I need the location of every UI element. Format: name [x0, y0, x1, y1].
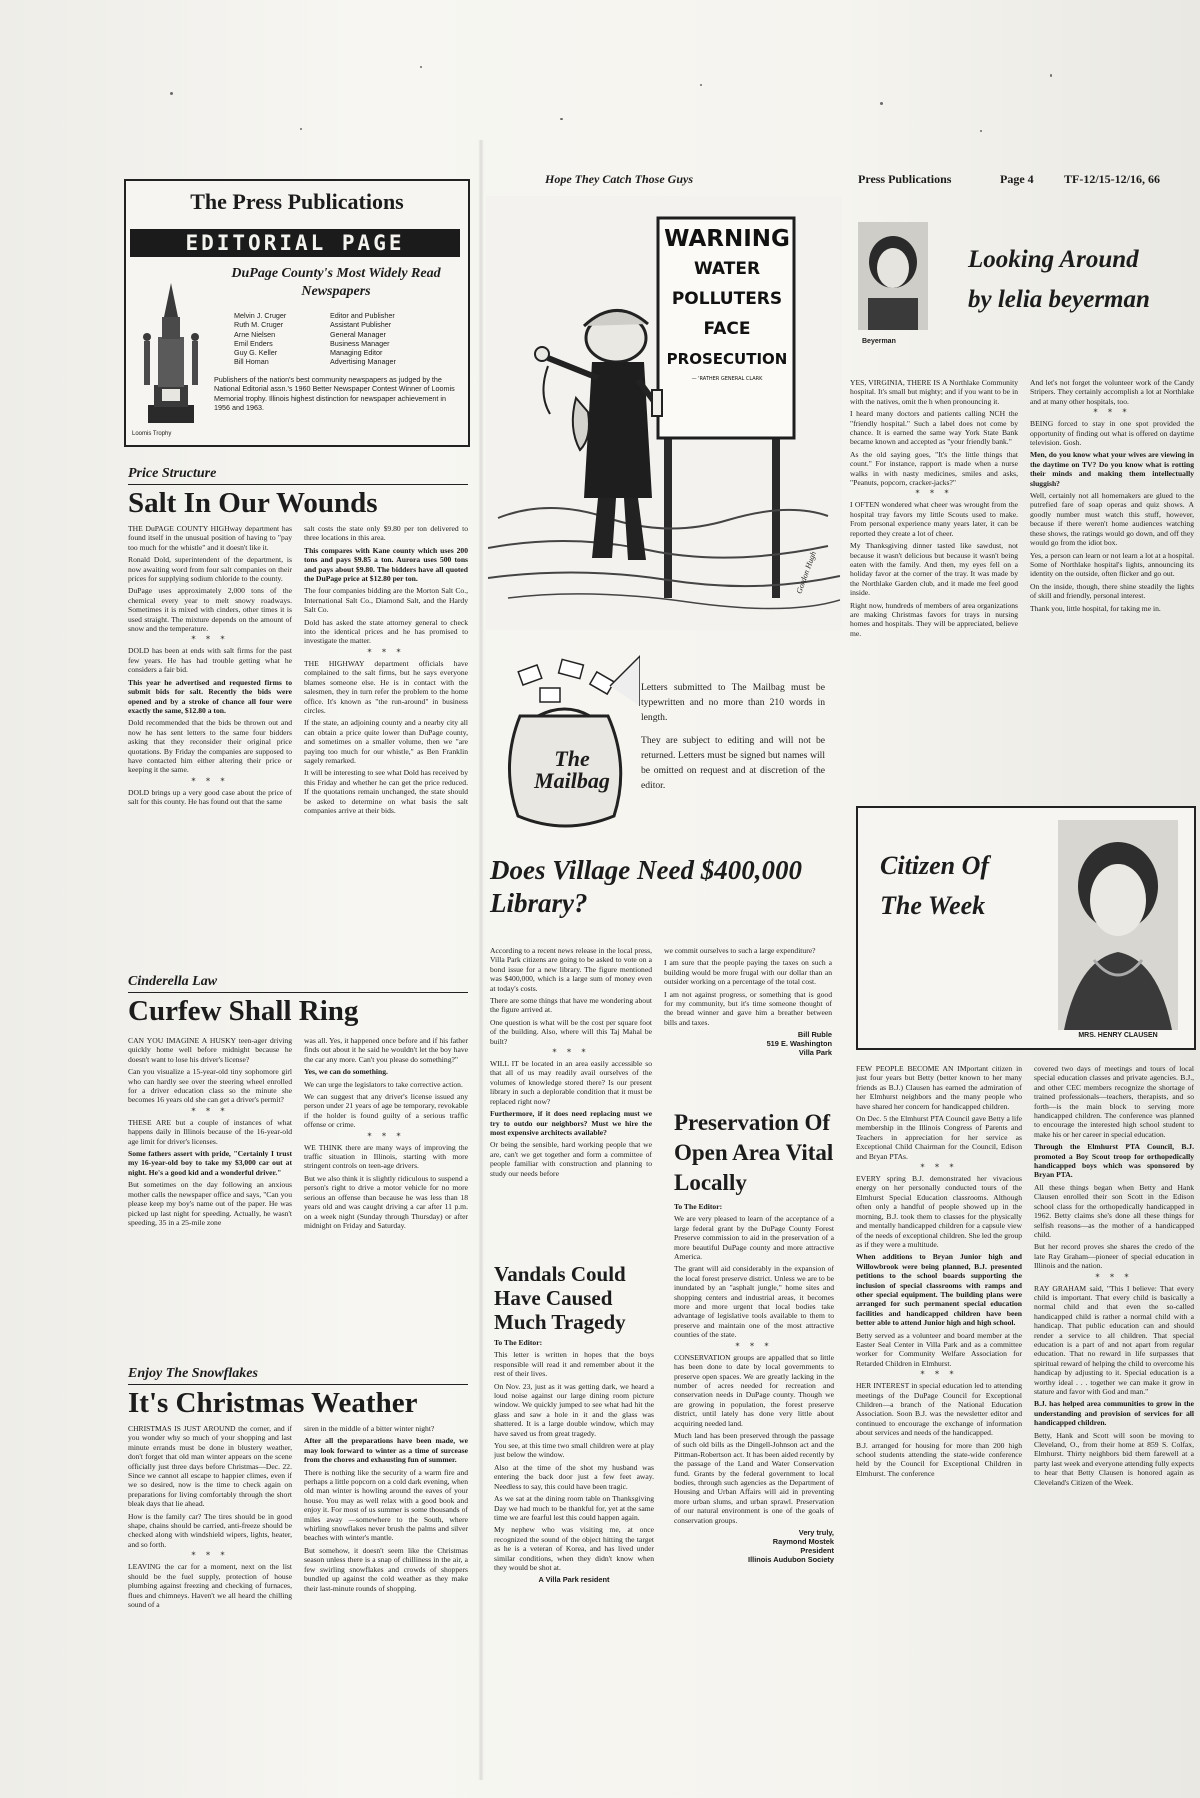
paragraph: If the state, an adjoining county and a nearby city all can obtain a price quite lower than DuPage county, and sometimes on a smaller volume, then we "are paying too much for our whistle," as Ben Franklin sagely remarked. [304, 718, 468, 765]
paragraph: EVERY spring B.J. demonstrated her vivacious energy on her personally conducted tours of the Elmhurst Special Education classrooms. Although often only a handful of people showed up in the morning, B.J. took them to classes for the physically and mentally handicapped children for a capsule view of the needs of exceptional children. She led the group as if they were a multitude. [856, 1174, 1022, 1249]
paragraph: DuPage uses approximately 2,000 tons of the chemical every year to melt snowy roadways. Sometimes it is mixed with cinders, other times it is used straight. The mixture depends on the amount of snow and the temperature. [128, 586, 292, 634]
preservation-letter [674, 1108, 834, 1780]
kicker-rule [128, 484, 468, 485]
paragraph: CHRISTMAS IS JUST AROUND the corner, and if you wonder why so much of your shopping and last minute errands must be done in blustery weather, don't forget that old man winter appears on the scene officially just three days before Christmas—Dec. 22. Since we cannot all escape to happier climes, even if we so desired, now is the time to check again on preparations for living comfortably through the short bleak days that lie ahead. [128, 1424, 292, 1509]
paragraph: was all. Yes, it happened once before and if his father finds out about it he said he wouldn't let the boy have the car any more. Can't you please do something?" [304, 1036, 468, 1064]
publication-name: Press Publications [858, 172, 952, 186]
separator-stars: * * * [191, 776, 229, 786]
paragraph: CONSERVATION groups are appalled that so little has been done to date by local governments to preserve open spaces. We are greatly lacking in the number of acres needed for recreation and conservation needs in DuPage county. Though we are growing in population, the forest preserve district, until lately has done very little about acquiring needed land. [674, 1352, 834, 1428]
paragraph: Ronald Dold, superintendent of the department, is now awaiting word from four salt companies on their prices for supplying sodium chloride to the county. [128, 555, 292, 584]
staff-row: Emil Enders Business Manager [234, 338, 390, 348]
paragraph: We are very pleased to learn of the acceptance of a large federal grant by the DuPage County Forest Preserve commission to aid in the preservation of a more beautiful DuPage county and more attractive America. [674, 1214, 834, 1262]
christmas-column-2 [304, 1424, 468, 1778]
citizen-photo-caption: MRS. HENRY CLAUSEN [1078, 1032, 1158, 1039]
masthead-tagline: DuPage County's Most Widely Read Newspapers [231, 266, 441, 299]
paragraph: And let's not forget the volunteer work of the Candy Stripers. They certainly accomplish a lot at Northlake and at many other hospitals, too. [1030, 378, 1194, 406]
separator-stars: * * * [191, 635, 229, 645]
print-speck [560, 118, 563, 120]
paragraph: There are some things that have me wondering about the figure arrived at. [490, 996, 652, 1015]
paragraph: All these things began when Betty and Hank Clausen enrolled their son Scott in the Edison school class for the orthopedically handicapped in 1962. Betty claims she's done all these things for selfish reasons—as the mother of a handicapped child. [1034, 1182, 1194, 1239]
paragraph: Dold has asked the state attorney general to check into the identical prices and he has promised to investigate the matter. [304, 617, 468, 646]
print-speck [420, 66, 422, 68]
bold-paragraph: B.J. has helped area communities to grow in the understanding and provision of services for all handicapped children. [1034, 1399, 1194, 1428]
paragraph: But her record proves she shares the credo of the late Ray Graham—pioneer of special education in Illinois and the nation. [1034, 1242, 1194, 1271]
warning-sign [662, 224, 792, 384]
paragraph: On Dec. 5 the Elmhurst PTA Council gave Betty a life membership in the Illinois Congress of Parents and Teachers in appreciation for her service as Exceptional Child Chairman for the Council, Edison and Bryan PTAs. [856, 1114, 1022, 1161]
paragraph: we commit ourselves to such a large expenditure? [664, 946, 816, 955]
paragraph: But somehow, it doesn't seem like the Christmas season unless there is a snap of chilliness in the air, a few swirling snowflakes and crowds of shoppers bundled up against the cold weather as they make their last-minute rounds of shopping. [304, 1545, 468, 1593]
mailbag-logo: The Mailbag [534, 746, 610, 793]
paragraph: This letter is written in hopes that the boys responsible will read it and remember about it the rest of their lives. [494, 1350, 654, 1379]
sign-line: WARNING [664, 226, 790, 252]
sign-line: WATER [693, 259, 761, 279]
paragraph: We can suggest that any driver's license issued any person under 21 years of age be temporary, revokable if the holder is found guilty of a serious traffic offense or crime. [304, 1092, 468, 1130]
bold-paragraph: Through the Elmhurst PTA Council, B.J. promoted a Boy Scout troop for orthopedically handicapped boys which was sponsored by Bryan PTA. [1034, 1142, 1194, 1180]
staff-row: Guy G. Keller Managing Editor [234, 348, 383, 358]
bold-paragraph: Some fathers assert with pride, "Certainly I trust my 16-year-old boy to take my $3,000 car out at night. He's a good kid and a wonderful driver." [128, 1149, 292, 1177]
print-speck [300, 128, 302, 130]
masthead [124, 179, 470, 447]
paragraph: As we sat at the dining room table on Thanksgiving Day we had much to be thankful for, yet at the same time we are fearful lest this could happen again. [494, 1494, 654, 1522]
curfew-column-2 [304, 1036, 468, 1336]
separator-stars: * * * [191, 1106, 229, 1116]
columnist-photo-caption: Beyerman [862, 338, 896, 345]
print-speck [880, 102, 883, 105]
page-fold [478, 140, 484, 1780]
paragraph: siren in the middle of a bitter winter night? [304, 1424, 435, 1433]
masthead-blurb: Publishers of the nation's best community newspapers as judged by the National Editorial assn.'s 1960 Better Newspaper Contest Winner of Loomis Memorial trophy. Illinois highest distinction for newspaper achievement in 1956 and 1963. [214, 375, 455, 413]
sign-small-text: — 'RATHER GENERAL CLARK [691, 376, 763, 382]
vandals-headline: Vandals Could Have Caused Much Tragedy [494, 1262, 626, 1334]
library-header [490, 854, 832, 920]
paragraph: But sometimes on the day following an anxious mother calls the newspaper office and says, "Can you please keep my boy's name out of the paper. He was picked up last night for speeding. Actually, he wasn't speeding, 35 in a 25-mile zone [128, 1180, 292, 1227]
bold-paragraph: Furthermore, if it does need replacing must we try to outdo our neighbors? Must we hire the most expensive architects available? [490, 1109, 652, 1137]
library-column-1 [490, 946, 652, 1242]
paragraph: Betty served as a volunteer and board member at the Easter Seal Center in Villa Park and as a committee worker for Community Welfare Association for Retarded Children in Elmhurst. [856, 1330, 1022, 1368]
sign-line: FACE [703, 319, 751, 339]
paragraph: Letters submitted to The Mailbag must be typewritten and no more than 210 words in length. [641, 682, 825, 723]
paragraph: Well, certainly not all homemakers are glued to the putrefied fare of soap operas and quiz shows. A goodly number must watch this stuff, however, because if there weren't home audiences watching these shows, the ratings would go down, and off they would go from the idiot box. [1030, 491, 1194, 548]
separator-stars: * * * [191, 1551, 229, 1561]
looking-around-column-1 [850, 378, 1018, 778]
looking-around-column-2 [1030, 378, 1194, 778]
separator-stars: * * * [367, 647, 405, 657]
bold-paragraph: After all the preparations have been made, we may look forward to winter as a time of surcease from the chores and exhausting fun of summer. [304, 1436, 468, 1465]
paragraph: WILL IT be located in an area easily accessible so that all of us may readily avail ourselves of the volumes of knowledge stored there? Is our present library in such a deplorable condition that it must be replaced right now? [490, 1059, 652, 1106]
citizen-of-week-box [856, 806, 1196, 1050]
paragraph: The four companies bidding are the Morton Salt Co., International Salt Co., Diamond Salt, and the Hardy Salt Co. [304, 586, 468, 615]
page-number: Page 4 [1000, 172, 1034, 186]
kicker-rule [128, 1384, 468, 1385]
separator-stars: * * * [920, 1370, 958, 1380]
bold-paragraph: Men, do you know what your wives are viewing in the daytime on TV? Do you know what is rotting their minds and making them intellectually sluggish? [1030, 450, 1194, 488]
citizen-column-1 [856, 1064, 1022, 1778]
staff-row: Arne Nielsen General Manager [234, 329, 386, 339]
library-column-2 [664, 946, 832, 1096]
separator-stars: * * * [552, 1048, 590, 1058]
salt-headline: Salt In Our Wounds [128, 487, 378, 519]
staff-row: Melvin J. Cruger Editor and Publisher [234, 311, 395, 320]
citizen-column-2 [1034, 1064, 1194, 1778]
bold-paragraph: When additions to Bryan Junior high and Willowbrook were being planned, B.J. presented petitions to the school boards supporting the inclusion of special classrooms with ramps and other special equipment. The building plans were arranged for such permanent special education facilities and handicapped children have been better able to attend Junior high and high school. [856, 1252, 1022, 1328]
letter-signature: A Villa Park resident [538, 1575, 610, 1585]
christmas-headline: It's Christmas Weather [128, 1387, 418, 1419]
paragraph: LEAVING the car for a moment, next on the list should be the fuel supply, protection of house plumbing against freezing and checking of furnaces, flues and chimneys. Haven't we all heard the chilling sound of a [128, 1562, 292, 1609]
mailbag-icon [490, 646, 640, 836]
paragraph: You see, at this time two small children were at play just below the window. [494, 1441, 654, 1460]
print-speck [700, 84, 702, 86]
paragraph: Dold recommended that the bids be thrown out and now he has sent letters to the same four bidders asking that they reconsider their original price quotations. By Friday the companies are supposed to have contacted him either altering their price or keeping it the same. [128, 718, 292, 775]
paragraph: Betty, Hank and Scott will soon be moving to Cleveland, O., from their home at 859 S. Colfax, Elmhurst. Thirty neighbors bid them farewell at a party last week and everyone attending fully expects to hear that Betty Clausen is honored again as Cleveland's Citizen of the Week. [1034, 1430, 1194, 1487]
separator-stars: * * * [915, 489, 953, 499]
curfew-kicker: Cinderella Law [128, 974, 218, 989]
paragraph: I heard many doctors and patients calling NCH the "friendly hospital." Such a label does not come by chance. It is earned the same way York State Bank became known and accepted as "your friendly bank." [850, 409, 1018, 447]
paragraph: I am sure that the people paying the taxes on such a building would be more frugal with our dollar than an outsider working on a percentage of the total cost. [664, 958, 832, 987]
paragraph: salt costs the state only $9.80 per ton delivered to three locations in this area. [304, 524, 468, 543]
paragraph: Or being the sensible, hard working people that we are, can't we get together and form a committee of people familiar with construction and planning to study our needs before [490, 1140, 652, 1178]
staff-row: Bill Homan Advertising Manager [234, 357, 396, 367]
trophy-icon [136, 277, 206, 427]
curfew-column-1 [128, 1036, 292, 1336]
salutation: To The Editor: [674, 1202, 723, 1211]
paragraph: Much land has been preserved through the passage of such old bills as the Dingell-Johnson act and the Pittman-Robertson act. It has been aided recently by the passage of the Land and Water Conservation fund. Grants by the federal government to local bodies, through such agencies as the Department of Housing and Urban Affairs will aid in preventing more urban slums, and urban sprawl. Preservation of our natural environment is one of the goals of conservation groups. [674, 1430, 834, 1525]
print-speck [980, 130, 982, 132]
paragraph: Yes, a person can learn or not learn a lot at a hospital. Some of Northlake hospital's lights, announcing its identity on the outside, often flicker and go out. [1030, 550, 1194, 579]
christmas-kicker: Enjoy The Snowflakes [128, 1366, 258, 1381]
sign-line: POLLUTERS [671, 289, 783, 309]
portrait-image [858, 222, 928, 330]
paragraph: We can urge the legislators to take corrective action. [304, 1079, 463, 1089]
preservation-headline: Preservation Of Open Area Vital Locally [674, 1110, 834, 1195]
sign-line: PROSECUTION [666, 350, 788, 368]
christmas-article-header [128, 1366, 468, 1424]
vandals-letter [494, 1262, 654, 1780]
print-speck [170, 92, 173, 95]
paragraph: Also at the time of the shot my husband was entering the back door just a few feet away. Needless to say, this could have been tragic. [494, 1462, 654, 1491]
trophy-caption: Loomis Trophy [132, 431, 172, 437]
masthead-title: The Press Publications [190, 189, 404, 214]
bold-paragraph: This compares with Kane county which uses 200 tons and pays $9.85 a ton. Aurora uses 500 tons and pays about $9.80. The bidders have all quoted the DuPage price at $12.80 per ton. [304, 545, 468, 584]
paragraph: On the inside, though, there shine steadily the lights of skill and friendly, personal interest. [1030, 581, 1194, 601]
print-speck [1050, 74, 1052, 77]
paragraph: BEING forced to stay in one spot provided the opportunity of finding out what is offered on daytime television. Gosh. [1030, 419, 1194, 448]
paragraph: YES, VIRGINIA, THERE IS A Northlake Community hospital. It's small but mighty; and if you want to be in with the natives, omit the h when pronouncing it. [850, 378, 1018, 406]
separator-stars: * * * [920, 1163, 958, 1173]
paragraph: DOLD has been at ends with salt firms for the past few years. He has had trouble getting what he considers a fair bid. [128, 646, 292, 675]
cartoon-caption: Hope They Catch Those Guys [545, 172, 693, 186]
salt-kicker: Price Structure [128, 466, 217, 481]
paragraph: Right now, hundreds of members of area organizations are making Christmas favors for trays in nursing homes and hospitals. They will be appreciated, believe me. [850, 600, 1018, 638]
paragraph: HER INTEREST in special education led to attending meetings of the DuPage Council for Exceptional Children—a branch of the National Education Association. Soon B.J. was the newsletter editor and continued to encourage the exchange of information about services and needs of the handicapped. [856, 1381, 1022, 1438]
editorial-cartoon [486, 196, 842, 630]
separator-stars: * * * [1093, 408, 1131, 418]
paragraph: There is nothing like the security of a warm fire and perhaps a little popcorn on a cold dark evening, when old man winter is howling around the eaves of your house. You may as well relax with a good book and enjoy it. For most of us summer is some thousands of miles away —somewhere to the South, where whirling snowflakes never brush the palms and silver beaches with winter's mantle. [304, 1467, 468, 1543]
christmas-column-1 [128, 1424, 292, 1778]
staff-row: Ruth M. Cruger Assistant Publisher [234, 320, 392, 330]
paragraph: THESE ARE but a couple of instances of what happens daily in Illinois because of the 16-year-old age limit for driver's licenses. [128, 1117, 292, 1146]
library-headline: Does Village Need $400,000 Library? [490, 855, 802, 918]
paragraph: I OFTEN wondered what cheer was wrought from the hospital tray favors my little Scouts used to make. From personal experience many years later, it can be reported they create a lot of cheer. [850, 500, 1018, 538]
paragraph: According to a recent news release in the local press, Villa Park citizens are going to be asked to vote on a bond issue for a new library. The figure mentioned was $400,000, which is a large sum of money even at today's costs. [490, 946, 652, 993]
paragraph: How is the family car? The tires should be in good shape, chains should be carried, anti-freeze should be checked along with windshield wipers, lights, heater, and so forth. [128, 1511, 292, 1549]
salt-article-header [128, 466, 468, 524]
columnist-photo [858, 222, 928, 330]
bold-paragraph: This year he advertised and requested firms to submit bids for salt. Recently the bids were opened and by a stroke of chance all four were exactly the same, $12.80 a ton. [128, 677, 292, 715]
paragraph: My nephew who was visiting me, at once recognized the sound of the object hitting the target as he is a veteran of Korea, and has lived under similar conditions, when they didn't know when they would be shot at. [494, 1525, 654, 1572]
separator-stars: * * * [367, 1131, 405, 1141]
paragraph: But we also think it is slightly ridiculous to suspend a person's right to drive a motor vehicle for no more serious an offense than because he was less than 18 years old and was caught driving a car after 11 p.m. on a week night (Sunday through Thursday) or after midnight on Friday and Saturday. [304, 1173, 468, 1230]
staff-list [234, 311, 466, 367]
mailbag-rules [641, 680, 825, 793]
citizen-title: Citizen Of The Week [880, 851, 990, 920]
editorial-page-banner: EDITORIAL PAGE [130, 229, 460, 257]
edition-date: TF-12/15-12/16, 66 [1064, 172, 1160, 186]
paragraph: DOLD brings up a very good case about the price of salt for this county. He has found out that the same [128, 787, 292, 807]
paragraph: I am not against progress, or something that is good for my community, but it's time someone thought of the bread winner and gave him a breather between bills and taxes. [664, 989, 832, 1027]
paragraph: THE DuPAGE COUNTY HIGHway department has found itself in the unusual position of having to "pay too much for the whistle" and it doesn't like it. [128, 524, 292, 552]
curfew-article-header [128, 974, 468, 1032]
paragraph: The grant will aid considerably in the expansion of the local forest preserve district. Unless we are to be inundated by an "asphalt jungle," home sites and shopping centers and industrial areas, it becomes more and more urgent that local bodies take advantage of legislative tools available to them to preserve and maintain one of the most attractive counties of the state. [674, 1264, 834, 1340]
paragraph: On Nov. 23, just as it was getting dark, we heard a loud noise against our large dining room picture window. We quickly jumped to see what had hit the glass and saw a hole in it and the glass was shattered. It is a large double window, which may have saved us from great tragedy. [494, 1381, 654, 1438]
paragraph: One question is what will be the cost per square foot of the building. Also, where will this Taj Mahal be built? [490, 1017, 652, 1046]
salt-column-1 [128, 524, 292, 964]
curfew-headline: Curfew Shall Ring [128, 995, 359, 1027]
paragraph: It will be interesting to see what Dold has received by this Friday and whether he can get the price reduced. If the quotations remain unchanged, the state should be asked to determine on what basis the salt companies arrive at their bids. [304, 768, 468, 815]
citizen-photo [1058, 820, 1178, 1030]
paragraph: CAN YOU IMAGINE A HUSKY teen-ager driving quickly home well before midnight because he doesn't want to lose his driver's license? [128, 1036, 292, 1064]
paragraph: WE THINK there are many ways of improving the traffic situation in Illinois, starting with more stringent controls on teen-age drivers. [304, 1142, 468, 1171]
paragraph: THE HIGHWAY department officials have complained to the salt firms, but he says everyone blames someone else. He is in contact with the salesmen, they in turn refer the problem to the home office. It's known as "the run-around" in business circles. [304, 658, 468, 715]
separator-stars: * * * [1095, 1272, 1133, 1282]
letter-signature: Bill Ruble 519 E. Washington Villa Park [766, 1030, 832, 1058]
salutation: To The Editor: [494, 1338, 543, 1347]
letter-signature: Very truly, Raymond Mostek President Illinois Audubon Society [748, 1528, 834, 1564]
salt-column-2 [304, 524, 468, 964]
paragraph: Can you visualize a 15-year-old tiny sophomore girl who can hardly see over the steering wheel enrolled for a driver education class so the minute she becomes 16 years old she can get a driver's permit? [128, 1067, 292, 1105]
portrait-image [1058, 820, 1178, 1030]
kicker-rule [128, 992, 468, 993]
bold-paragraph: Yes, we can do something. [304, 1067, 388, 1077]
paragraph: Thank you, little hospital, for taking me in. [1030, 603, 1161, 613]
separator-stars: * * * [735, 1341, 773, 1351]
paragraph: B.J. arranged for housing for more than 200 high school students attending the state-wide conference held by the Council for Exceptional Children in Elmhurst. The conference [856, 1440, 1022, 1478]
paragraph: covered two days of meetings and tours of local special education classes and private agencies. B.J., and other CEC members recognize the shortage of trained professionals—teachers, therapists, and so forth—is the main block to serving more handicapped children. The conference was planned to encourage the interested high school student to make his or her career in special education. [1034, 1064, 1194, 1139]
cartoonist-signature: Gordon Hugh [794, 550, 819, 595]
paragraph: They are subject to editing and will not be returned. Letters must be signed but names will be omitted on request and at discretion of the editor. [641, 735, 825, 791]
paragraph: FEW PEOPLE BECOME AN IMportant citizen in just four years but Betty (better known to her many friends as B.J.) Clausen has earned the admiration of her Elmhurst neighbors and the many people who have shared her concern for handicapped children. [856, 1064, 1022, 1111]
paragraph: As the old saying goes, "It's the little things that count." For instance, rapport is made when a nurse walks in with nasty medicines, smiles and asks, "Peanuts, popcorn, cracker-jacks?" [850, 449, 1018, 488]
paragraph: My Thanksgiving dinner tasted like sawdust, not because it wasn't delicious but because it wasn't being eaten with the family. And then, my eyes fell on a holiday favor at the corner of the tray. It was made by the Northlake Garden club, and it made me feel good inside. [850, 541, 1018, 598]
paragraph: RAY GRAHAM said, "This I believe: That every child is important. That every child is basically a normal child and that even the so-called handicapped child is rather a normal child with a handicap. That public education can and should render a service to all children. That special education is a part of and not apart from regular education. That no reward in life surpasses that spiritual reward of helping the child to overcome his handicap by adjusting to it. Special education is a worthy ideal . . . together we can make it grow in stature and favor with God and man." [1034, 1283, 1194, 1396]
looking-around-title: Looking Around by lelia beyerman [968, 246, 1150, 313]
